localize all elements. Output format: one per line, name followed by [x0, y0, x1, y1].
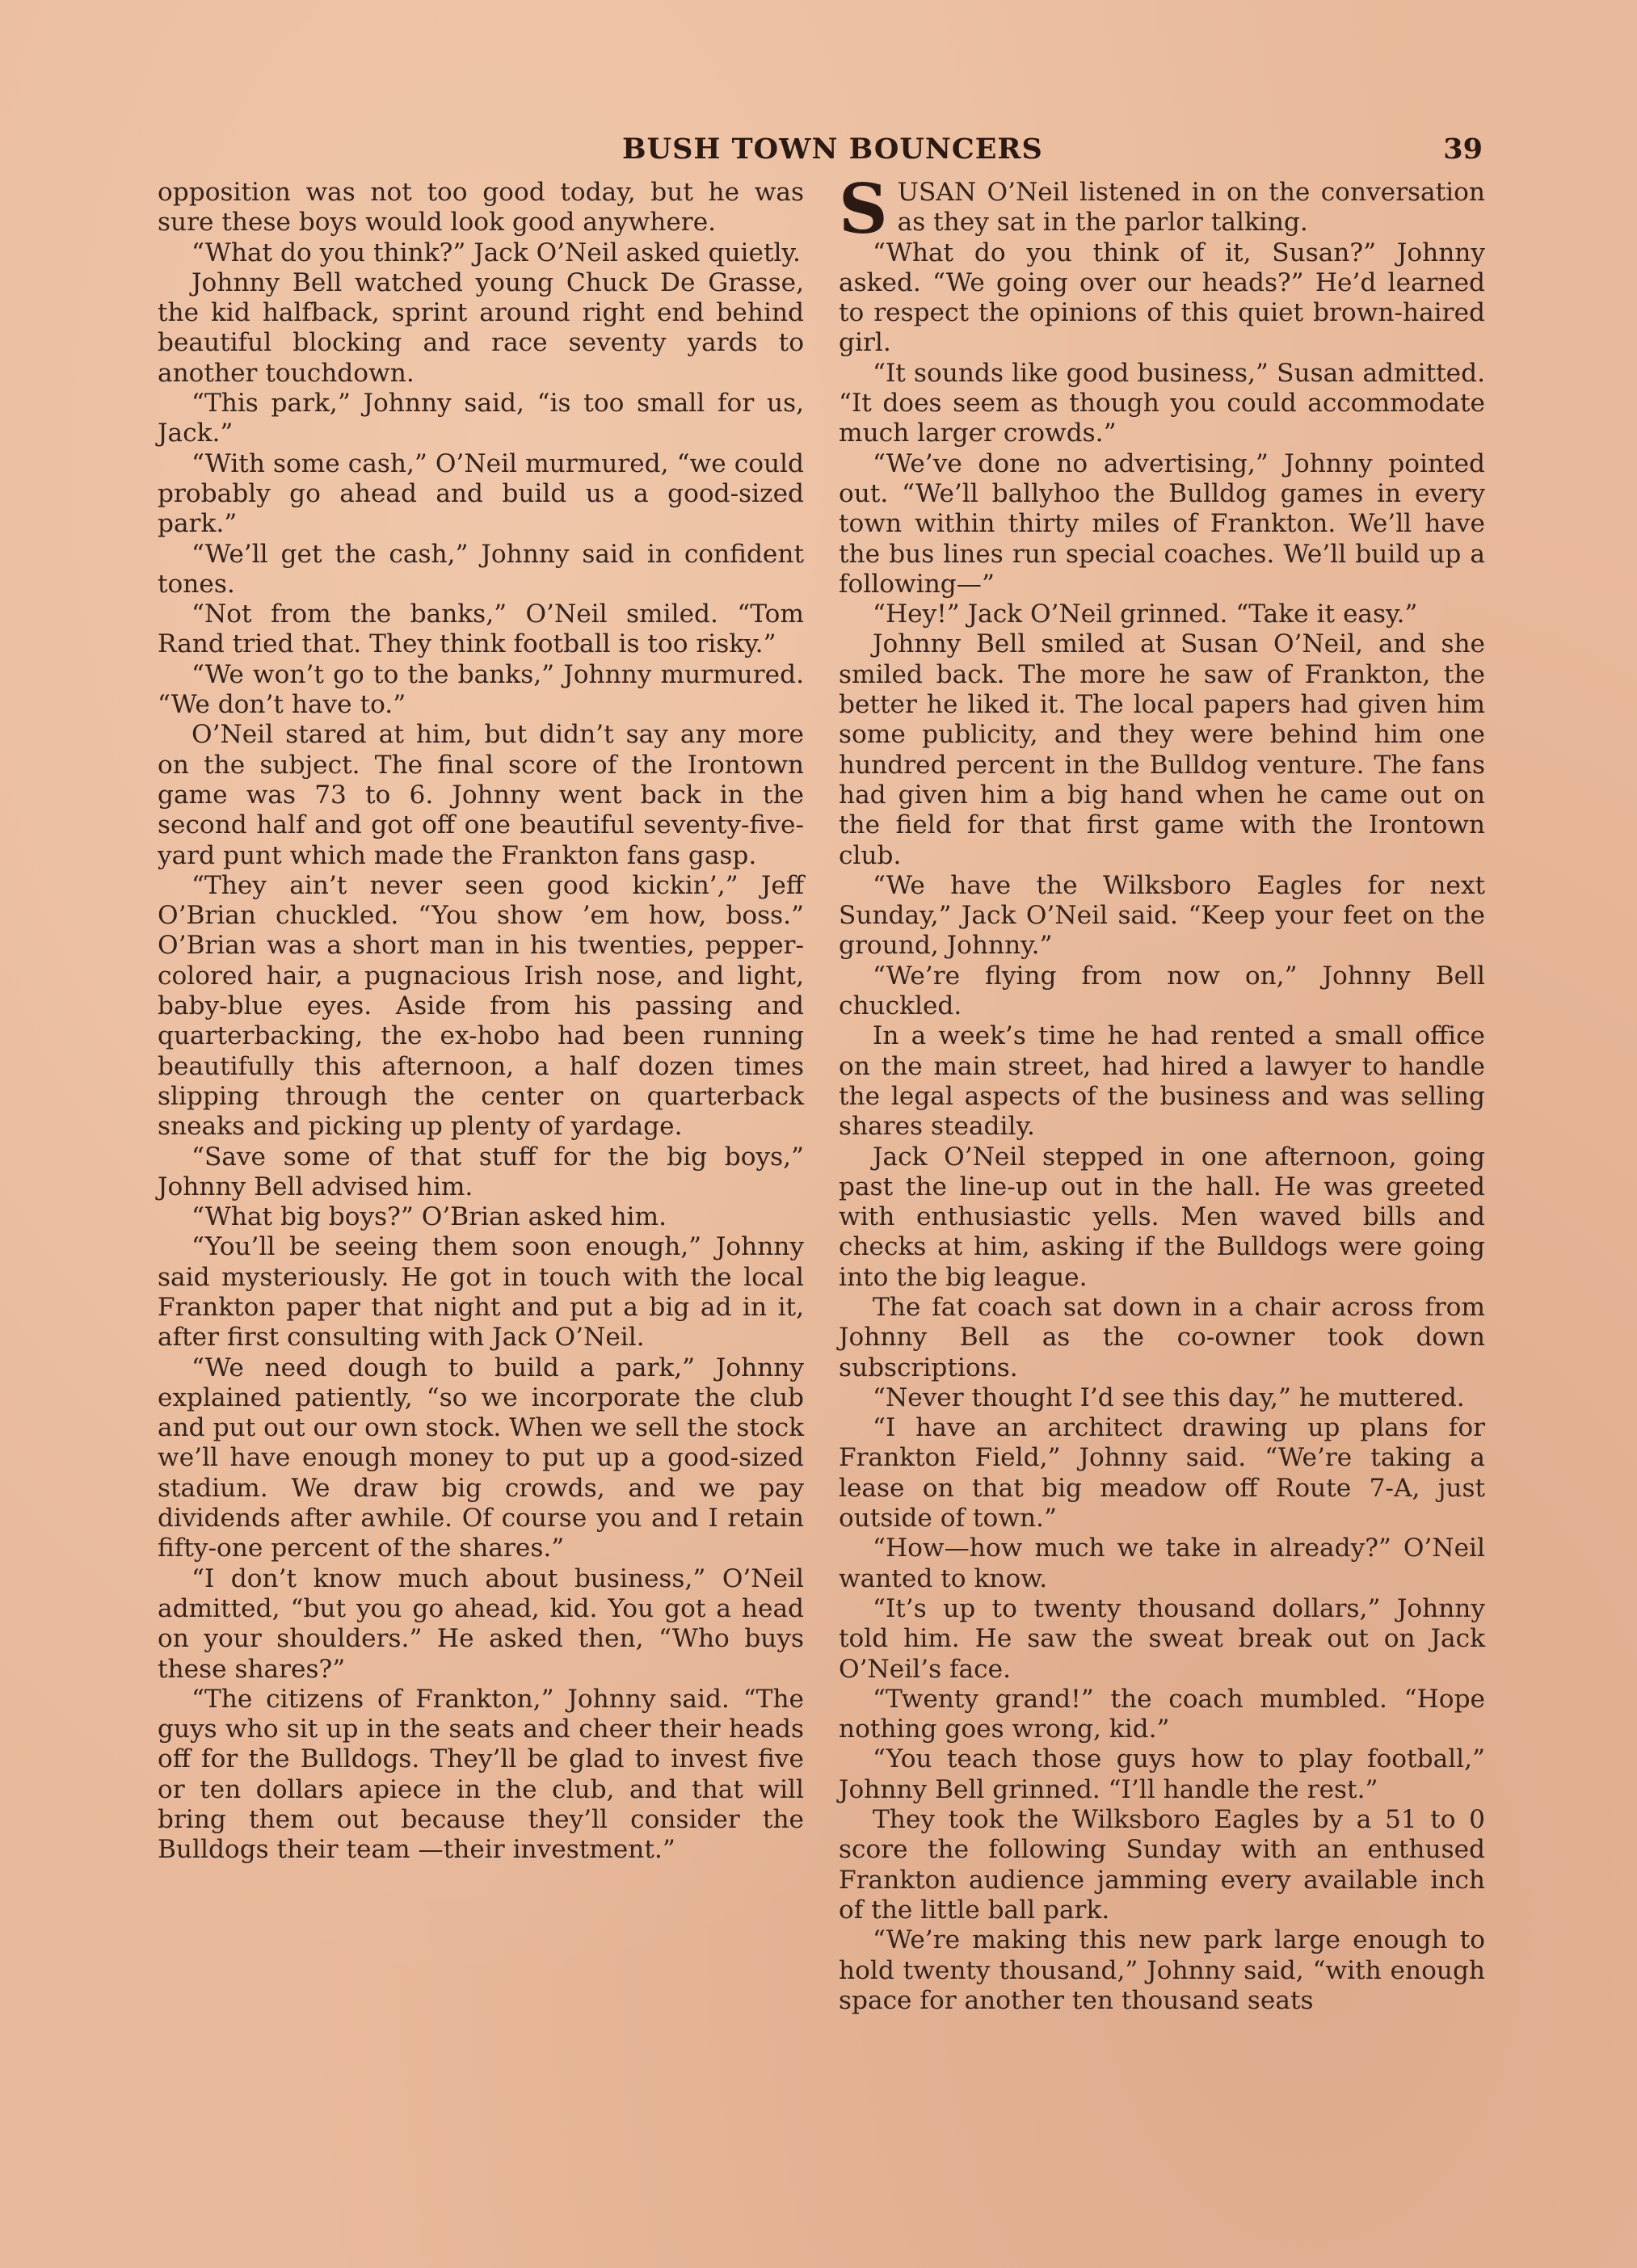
paragraph: “This park,” Johnny said, “is too small for us, Jack.”: [158, 389, 804, 448]
paragraph: “With some cash,” O’Neil murmured, “we could probably go ahead and build us a good-sized park.”: [158, 448, 804, 539]
paragraph: In a week’s time he had rented a small office on the main street, had hired a lawyer to handle the legal aspects of the business and was selling shares steadily.: [839, 1021, 1485, 1142]
paragraph: “We’ve done no advertising,” Johnny pointed out. “We’ll ballyhoo the Bulldog games in every town within thirty miles of Frankton. We’ll have the bus lines run special coaches. We’ll build up a following—”: [839, 448, 1485, 599]
page-number: 39: [1443, 133, 1483, 166]
paragraph: “Not from the banks,” O’Neil smiled. “Tom Rand tried that. They think football is too risky.”: [158, 600, 804, 659]
left-column: [158, 178, 804, 1866]
paragraph: “You teach those guys how to play football,” Johnny Bell grinned. “I’ll handle the rest.”: [839, 1744, 1485, 1804]
paragraph: “We won’t go to the banks,” Johnny murmured. “We don’t have to.”: [158, 659, 804, 720]
paragraph: “We need dough to build a park,” Johnny explained patiently, “so we incorporate the club and put out our own stock. When we sell the stock we’ll have enough money to put up a good-sized stadium. We draw big crowds, and we pay dividends after awhile. Of course you and I retain fifty-one percent of the shares.”: [158, 1353, 804, 1563]
running-head: [158, 133, 1483, 173]
paragraph: Johnny Bell smiled at Susan O’Neil, and she smiled back. The more he saw of Frankton, the better he liked it. The local papers had given him some publicity, and they were behind him one hundred percent in the Bulldog venture. The fans had given him a big hand when he came out on the field for that first game with the Irontown club.: [839, 629, 1485, 870]
paragraph: “What big boys?” O’Brian asked him.: [191, 1202, 667, 1232]
paragraph: “We’re making this new park large enough to hold twenty thousand,” Johnny said, “with enough space for another ten thousand seats: [839, 1925, 1485, 2015]
paragraph: “What do you think?” Jack O’Neil asked quietly.: [191, 238, 801, 267]
paragraph: “What do you think of it, Susan?” Johnny asked. “We going over our heads?” He’d learned to respect the opinions of this quiet brown-haired girl.: [839, 238, 1485, 358]
paragraph: “It’s up to twenty thousand dollars,” Johnny told him. He saw the sweat break out on Jack O’Neil’s face.: [839, 1593, 1485, 1684]
drop-cap: S: [839, 169, 888, 249]
paragraph: “It sounds like good business,” Susan admitted. “It does seem as though you could accommodate much larger crowds.”: [839, 358, 1485, 448]
paragraph: “You’ll be seeing them soon enough,” Johnny said mysteriously. He got in touch with the local Frankton paper that night and put a big ad in it, after first consulting with Jack O’Neil.: [158, 1232, 804, 1353]
paragraph: “We’ll get the cash,” Johnny said in confident tones.: [158, 539, 804, 599]
paragraph: “They ain’t never seen good kickin’,” Jeff O’Brian chuckled. “You show ’em how, boss.” O’Brian was a short man in his twenties, pepper-colored hair, a pugnacious Irish nose, and light, baby-blue eyes. Aside from his passing and quarterbacking, the ex-hobo had been running beautifully this afternoon, a half dozen times slipping through the center on quarterback sneaks and picking up plenty of yardage.: [158, 870, 804, 1142]
opening-paragraph: [839, 169, 1485, 249]
opening-paragraph-text: USAN O’Neil listened in on the conversation as they sat in the parlor talking.: [897, 178, 1485, 238]
paragraph: “I don’t know much about business,” O’Neil admitted, “but you go ahead, kid. You got a head on your shoulders.” He asked then, “Who buys these shares?”: [158, 1563, 804, 1684]
paragraph: opposition was not too good today, but he was sure these boys would look good anywhere.: [158, 178, 804, 238]
paragraph: “The citizens of Frankton,” Johnny said. “The guys who sit up in the seats and cheer their heads off for the Bulldogs. They’ll be glad to invest five or ten dollars apiece in the club, and that will bring them out because they’ll consider the Bulldogs their team —their investment.”: [158, 1684, 804, 1865]
paragraph: Jack O’Neil stepped in one afternoon, going past the line-up out in the hall. He was greeted with enthusiastic yells. Men waved bills and checks at him, asking if the Bulldogs were going into the big league.: [839, 1142, 1485, 1292]
paragraph: “How—how much we take in already?” O’Neil wanted to know.: [839, 1534, 1485, 1593]
paragraph: Johnny Bell watched young Chuck De Grasse, the kid halfback, sprint around right end behind beautiful blocking and race seventy yards to another touchdown.: [158, 267, 804, 388]
right-column: [839, 169, 1485, 2016]
paragraph: “We’re flying from now on,” Johnny Bell chuckled.: [839, 961, 1485, 1021]
paragraph: “Hey!” Jack O’Neil grinned. “Take it easy.”: [873, 600, 1418, 629]
paragraph: O’Neil stared at him, but didn’t say any more on the subject. The final score of the Irontown game was 73 to 6. Johnny went back in the second half and got off one beautiful seventy-five-yard punt which made the Frankton fans gasp.: [158, 720, 804, 870]
paragraph: The fat coach sat down in a chair across from Johnny Bell as the co-owner took down subscriptions.: [839, 1292, 1485, 1382]
paragraph: “Never thought I’d see this day,” he muttered.: [873, 1382, 1465, 1412]
paragraph: They took the Wilksboro Eagles by a 51 to 0 score the following Sunday with an enthused Frankton audience jamming every available inch of the little ball park.: [839, 1805, 1485, 1925]
running-title: BUSH TOWN BOUNCERS: [622, 133, 1043, 166]
paragraph: “Save some of that stuff for the big boys,” Johnny Bell advised him.: [158, 1142, 804, 1201]
paragraph: “I have an architect drawing up plans for Frankton Field,” Johnny said. “We’re taking a lease on that big meadow off Route 7-A, just outside of town.”: [839, 1413, 1485, 1534]
paragraph: “Twenty grand!” the coach mumbled. “Hope nothing goes wrong, kid.”: [839, 1684, 1485, 1744]
paragraph: “We have the Wilksboro Eagles for next Sunday,” Jack O’Neil said. “Keep your feet on the ground, Johnny.”: [839, 870, 1485, 961]
